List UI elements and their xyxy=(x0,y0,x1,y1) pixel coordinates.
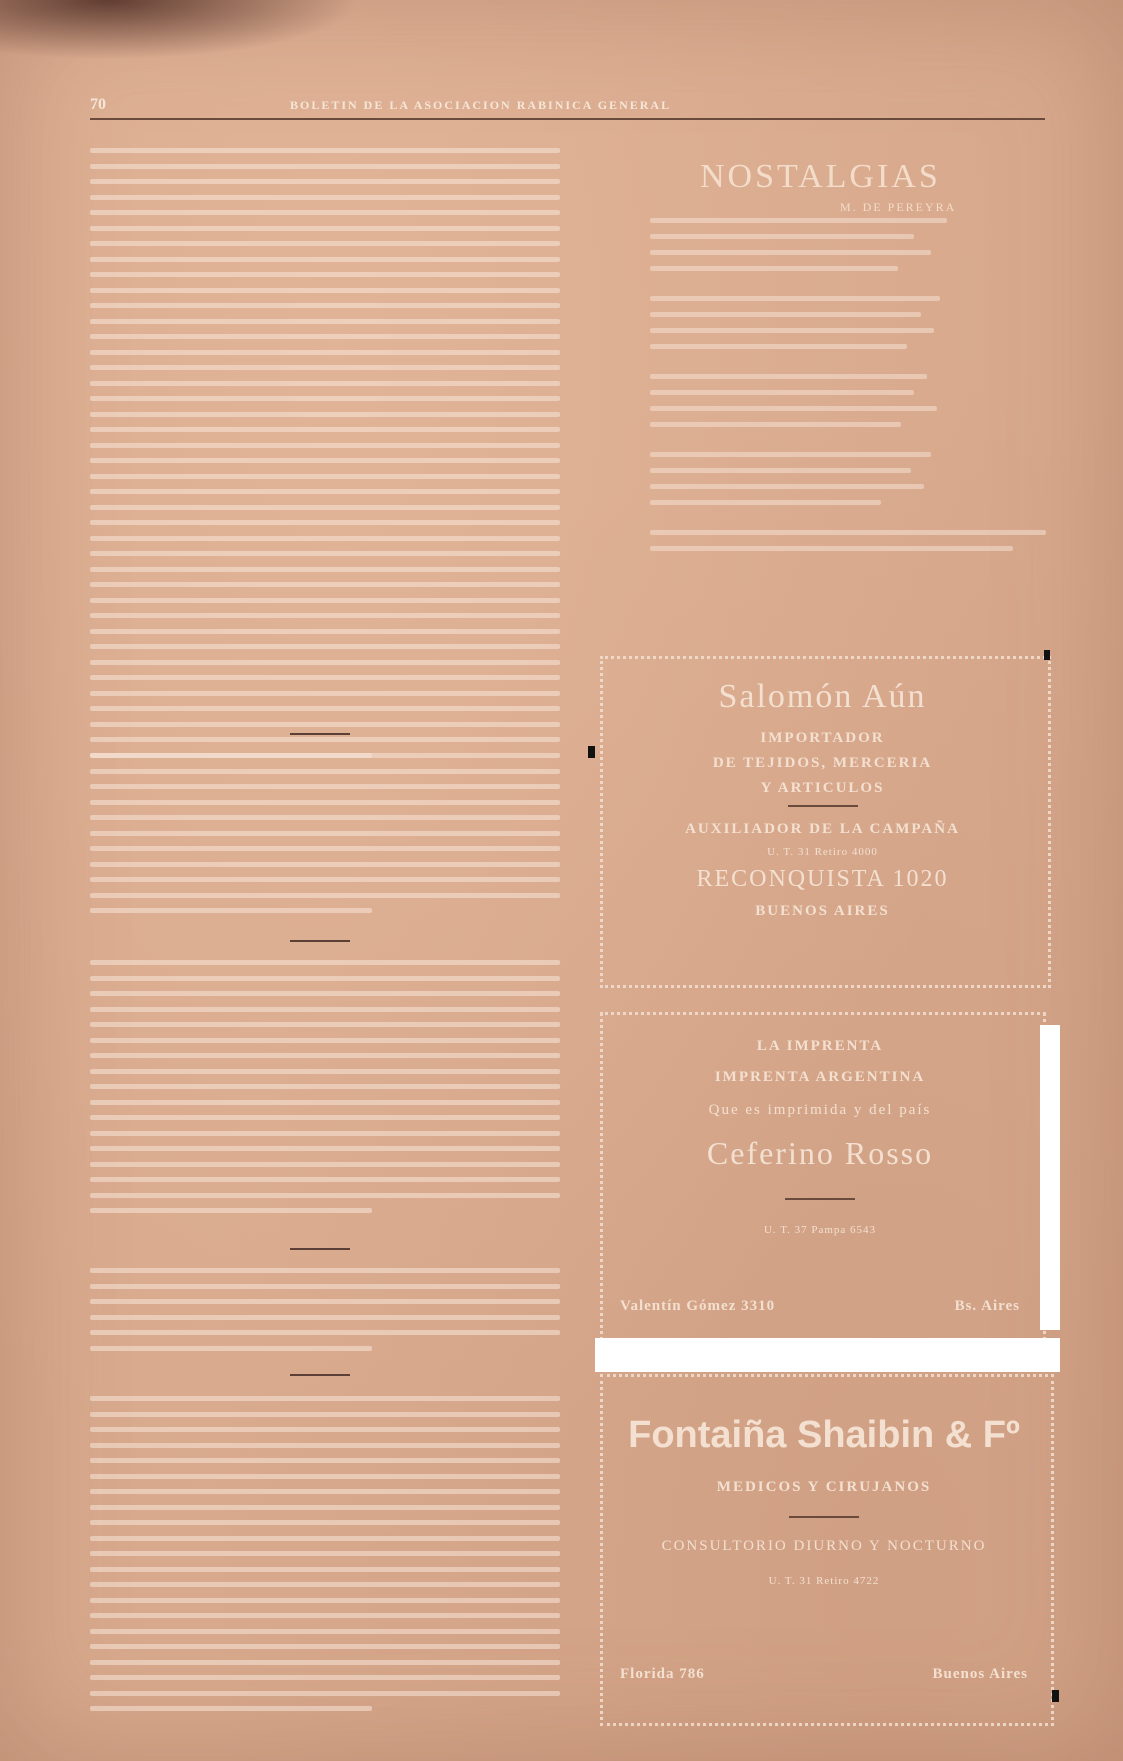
section-divider xyxy=(290,1248,350,1250)
ad-street: RECONQUISTA 1020 xyxy=(696,866,949,892)
ad-line: DE TEJIDOS, MERCERIA xyxy=(712,755,933,771)
ad-line: MEDICOS Y CIRUJANOS xyxy=(716,1479,932,1495)
ad-business-name: Fontaiña Shaibin & Fº xyxy=(628,1414,1020,1456)
ad-tagline: AUXILIADOR DE LA CAMPAÑA xyxy=(685,821,960,837)
ad-line: Y ARTICULOS xyxy=(760,780,885,796)
ad-line: IMPRENTA ARGENTINA xyxy=(714,1069,926,1085)
article-paragraph-4 xyxy=(90,1268,560,1361)
advertisement-salomon xyxy=(600,656,1045,982)
ad-phone: U. T. 37 Pampa 6543 xyxy=(763,1224,877,1236)
left-column xyxy=(90,148,560,1728)
ad-rule xyxy=(785,1198,855,1200)
header-rule xyxy=(90,118,1045,120)
page-header xyxy=(90,96,1045,120)
scan-mark xyxy=(1044,650,1050,660)
article-paragraph-1 xyxy=(90,148,560,768)
advertisement-fontaina xyxy=(600,1374,1048,1720)
poem-body xyxy=(650,218,980,562)
ad-city: BUENOS AIRES xyxy=(755,903,890,919)
ad-street: Valentín Gómez 3310 xyxy=(620,1298,776,1314)
ad-rule xyxy=(789,1516,859,1518)
poem-title: NOSTALGIAS xyxy=(700,158,941,195)
poem-author: M. DE PEREYRA xyxy=(840,200,957,214)
ad-city: Bs. Aires xyxy=(954,1298,1020,1314)
ad-address-row xyxy=(620,1298,1020,1315)
scan-mark xyxy=(588,746,595,758)
corner-stain xyxy=(0,0,360,60)
ad-line: CONSULTORIO DIURNO Y NOCTURNO xyxy=(661,1538,987,1554)
ad-phone: U. T. 31 Retiro 4722 xyxy=(768,1575,880,1587)
ad-city: Buenos Aires xyxy=(932,1666,1028,1682)
ad-rule xyxy=(788,805,858,807)
ad-street: Florida 786 xyxy=(620,1666,705,1682)
scan-mark xyxy=(1052,1690,1059,1702)
ad-address-row xyxy=(620,1666,1028,1683)
section-divider xyxy=(290,733,350,735)
section-divider xyxy=(290,940,350,942)
ad-line: Que es imprimida y del país xyxy=(708,1102,932,1118)
scan-artifact xyxy=(595,1338,1060,1372)
ad-business-name: Ceferino Rosso xyxy=(706,1135,934,1171)
article-paragraph-3 xyxy=(90,960,560,1224)
advertisement-imprenta xyxy=(600,1012,1040,1342)
section-divider xyxy=(290,1374,350,1376)
scan-artifact xyxy=(1040,1025,1060,1330)
article-paragraph-2 xyxy=(90,753,560,924)
article-paragraph-5 xyxy=(90,1396,560,1722)
ad-phone: U. T. 31 Retiro 4000 xyxy=(767,846,878,858)
ad-business-name: Salomón Aún xyxy=(718,678,927,715)
ad-line: LA IMPRENTA xyxy=(756,1038,884,1054)
running-head: BOLETIN DE LA ASOCIACION RABINICA GENERAL xyxy=(290,98,672,112)
page-number: 70 xyxy=(90,96,106,113)
ad-line: IMPORTADOR xyxy=(760,730,885,746)
